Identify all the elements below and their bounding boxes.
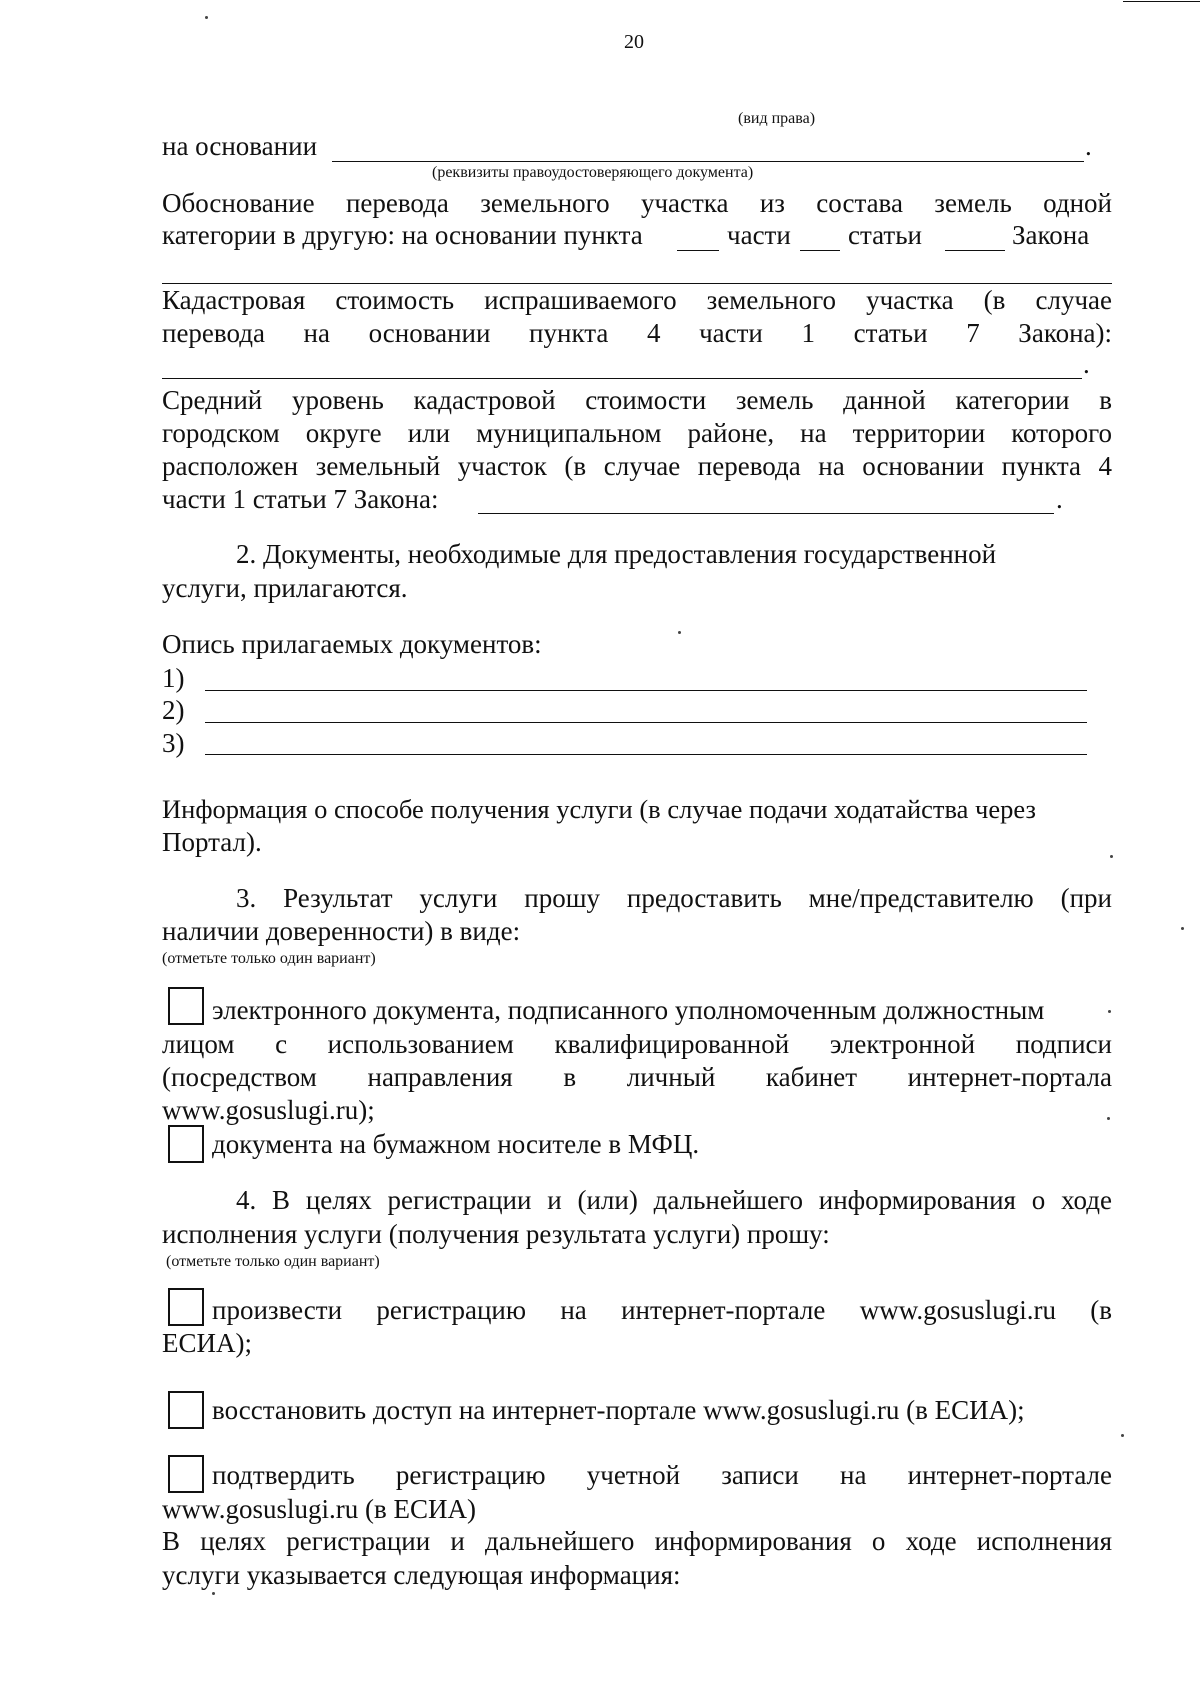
section3-line2: наличии доверенности) в виде: <box>162 916 521 946</box>
scan-speck <box>205 16 208 19</box>
scan-edge-line <box>1123 1 1200 2</box>
opis-title: Опись прилагаемых документов: <box>162 629 542 659</box>
section4-line2: исполнения услуги (получения результата услуги) прошу: <box>162 1219 830 1249</box>
sredniy-blank[interactable] <box>478 513 1054 514</box>
scan-speck <box>1110 855 1113 858</box>
scan-speck <box>1181 927 1184 930</box>
stati-blank[interactable] <box>945 250 1005 251</box>
section4-line1: 4. В целях регистрации и (или) дальнейшего информирования о ходе <box>236 1185 1112 1215</box>
chasti-blank[interactable] <box>800 250 840 251</box>
vid-prava-caption: (вид права) <box>738 110 816 127</box>
section3-option1-line1: электронного документа, подписанного уполномоченным должностным <box>212 995 1045 1025</box>
punkt-blank[interactable] <box>677 250 719 251</box>
sredniy-line4: части 1 статьи 7 Закона: <box>162 484 439 514</box>
section4-option1-line2: ЕСИА); <box>162 1328 252 1358</box>
kadastr-line2: перевода на основании пункта 4 части 1 статьи 7 Закона): <box>162 318 1112 348</box>
rekvizity-caption: (реквизиты правоудостоверяющего документа) <box>432 164 754 181</box>
section4-option3-checkbox[interactable] <box>168 1455 204 1493</box>
opis-item-3-number: 3) <box>162 728 185 758</box>
opis-item-3-blank[interactable] <box>205 754 1087 755</box>
sredniy-line2: городском округе или муниципальном районе, на территории которого <box>162 418 1112 448</box>
section4-option3-line1: подтвердить регистрацию учетной записи на интернет-портале <box>212 1460 1112 1490</box>
section3-option2-label: документа на бумажном носителе в МФЦ. <box>212 1129 700 1159</box>
section2-line1: 2. Документы, необходимые для предоставления государственной <box>236 539 997 569</box>
info-line2: Портал). <box>162 827 262 857</box>
section3-option1-checkbox[interactable] <box>168 987 204 1025</box>
opis-item-2-number: 2) <box>162 695 185 725</box>
opis-item-1-blank[interactable] <box>205 690 1087 691</box>
section4-footer-line1: В целях регистрации и дальнейшего информирования о ходе исполнения <box>162 1526 1112 1556</box>
page-number: 20 <box>624 31 644 53</box>
section3-hint: (отметьте только один вариант) <box>162 950 376 967</box>
section4-footer-line2: услуги указывается следующая информация: <box>162 1560 681 1590</box>
section2-line2: услуги, прилагаются. <box>162 573 408 603</box>
section4-hint: (отметьте только один вариант) <box>166 1253 380 1270</box>
section4-option3-line2: www.gosuslugi.ru (в ЕСИА) <box>162 1494 476 1524</box>
section3-line1: 3. Результат услуги прошу предоставить мне/представителю (при <box>236 883 1112 913</box>
period-mark: . <box>1085 131 1092 161</box>
scan-speck <box>678 631 681 634</box>
scan-speck <box>1108 1010 1111 1013</box>
na-osnovanii-label: на основании <box>162 131 318 161</box>
sredniy-line3: расположен земельный участок (в случае перевода на основании пункта 4 <box>162 451 1112 481</box>
section4-option2-checkbox[interactable] <box>168 1391 204 1429</box>
kadastr-blank[interactable] <box>162 378 1082 379</box>
sredniy-line1: Средний уровень кадастровой стоимости земель данной категории в <box>162 385 1112 415</box>
section3-option1-line2: лицом с использованием квалифицированной электронной подписи <box>162 1029 1112 1059</box>
obosnovanie-line2-b: части <box>727 220 791 250</box>
obosnovanie-line2-a: категории в другую: на основании пункта <box>162 220 643 250</box>
scan-speck <box>212 1592 215 1595</box>
section4-option1-line1: произвести регистрацию на интернет-портале www.gosuslugi.ru (в <box>212 1295 1112 1325</box>
na-osnovanii-blank[interactable] <box>332 161 1084 162</box>
section3-option1-line3: (посредством направления в личный кабинет интернет-портала <box>162 1062 1112 1092</box>
opis-item-2-blank[interactable] <box>205 722 1087 723</box>
period-mark: . <box>1083 349 1090 379</box>
kadastr-line1: Кадастровая стоимость испрашиваемого земельного участка (в случае <box>162 285 1112 315</box>
opis-item-1-number: 1) <box>162 663 185 693</box>
obosnovanie-line1: Обоснование перевода земельного участка из состава земель одной <box>162 188 1112 218</box>
info-line1: Информация о способе получения услуги (в случае подачи ходатайства через <box>162 794 1036 824</box>
obosnovanie-line2-c: статьи <box>848 220 922 250</box>
obosnovanie-line2-d: Закона <box>1012 220 1090 250</box>
scan-speck <box>1121 1434 1124 1437</box>
section3-option2-checkbox[interactable] <box>168 1125 204 1163</box>
section4-option1-checkbox[interactable] <box>168 1288 204 1326</box>
section3-option1-line4: www.gosuslugi.ru); <box>162 1095 375 1125</box>
scan-speck <box>1107 1117 1110 1120</box>
section4-option2-label: восстановить доступ на интернет-портале www.gosuslugi.ru (в ЕСИА); <box>212 1395 1025 1425</box>
period-mark: . <box>1056 484 1063 514</box>
